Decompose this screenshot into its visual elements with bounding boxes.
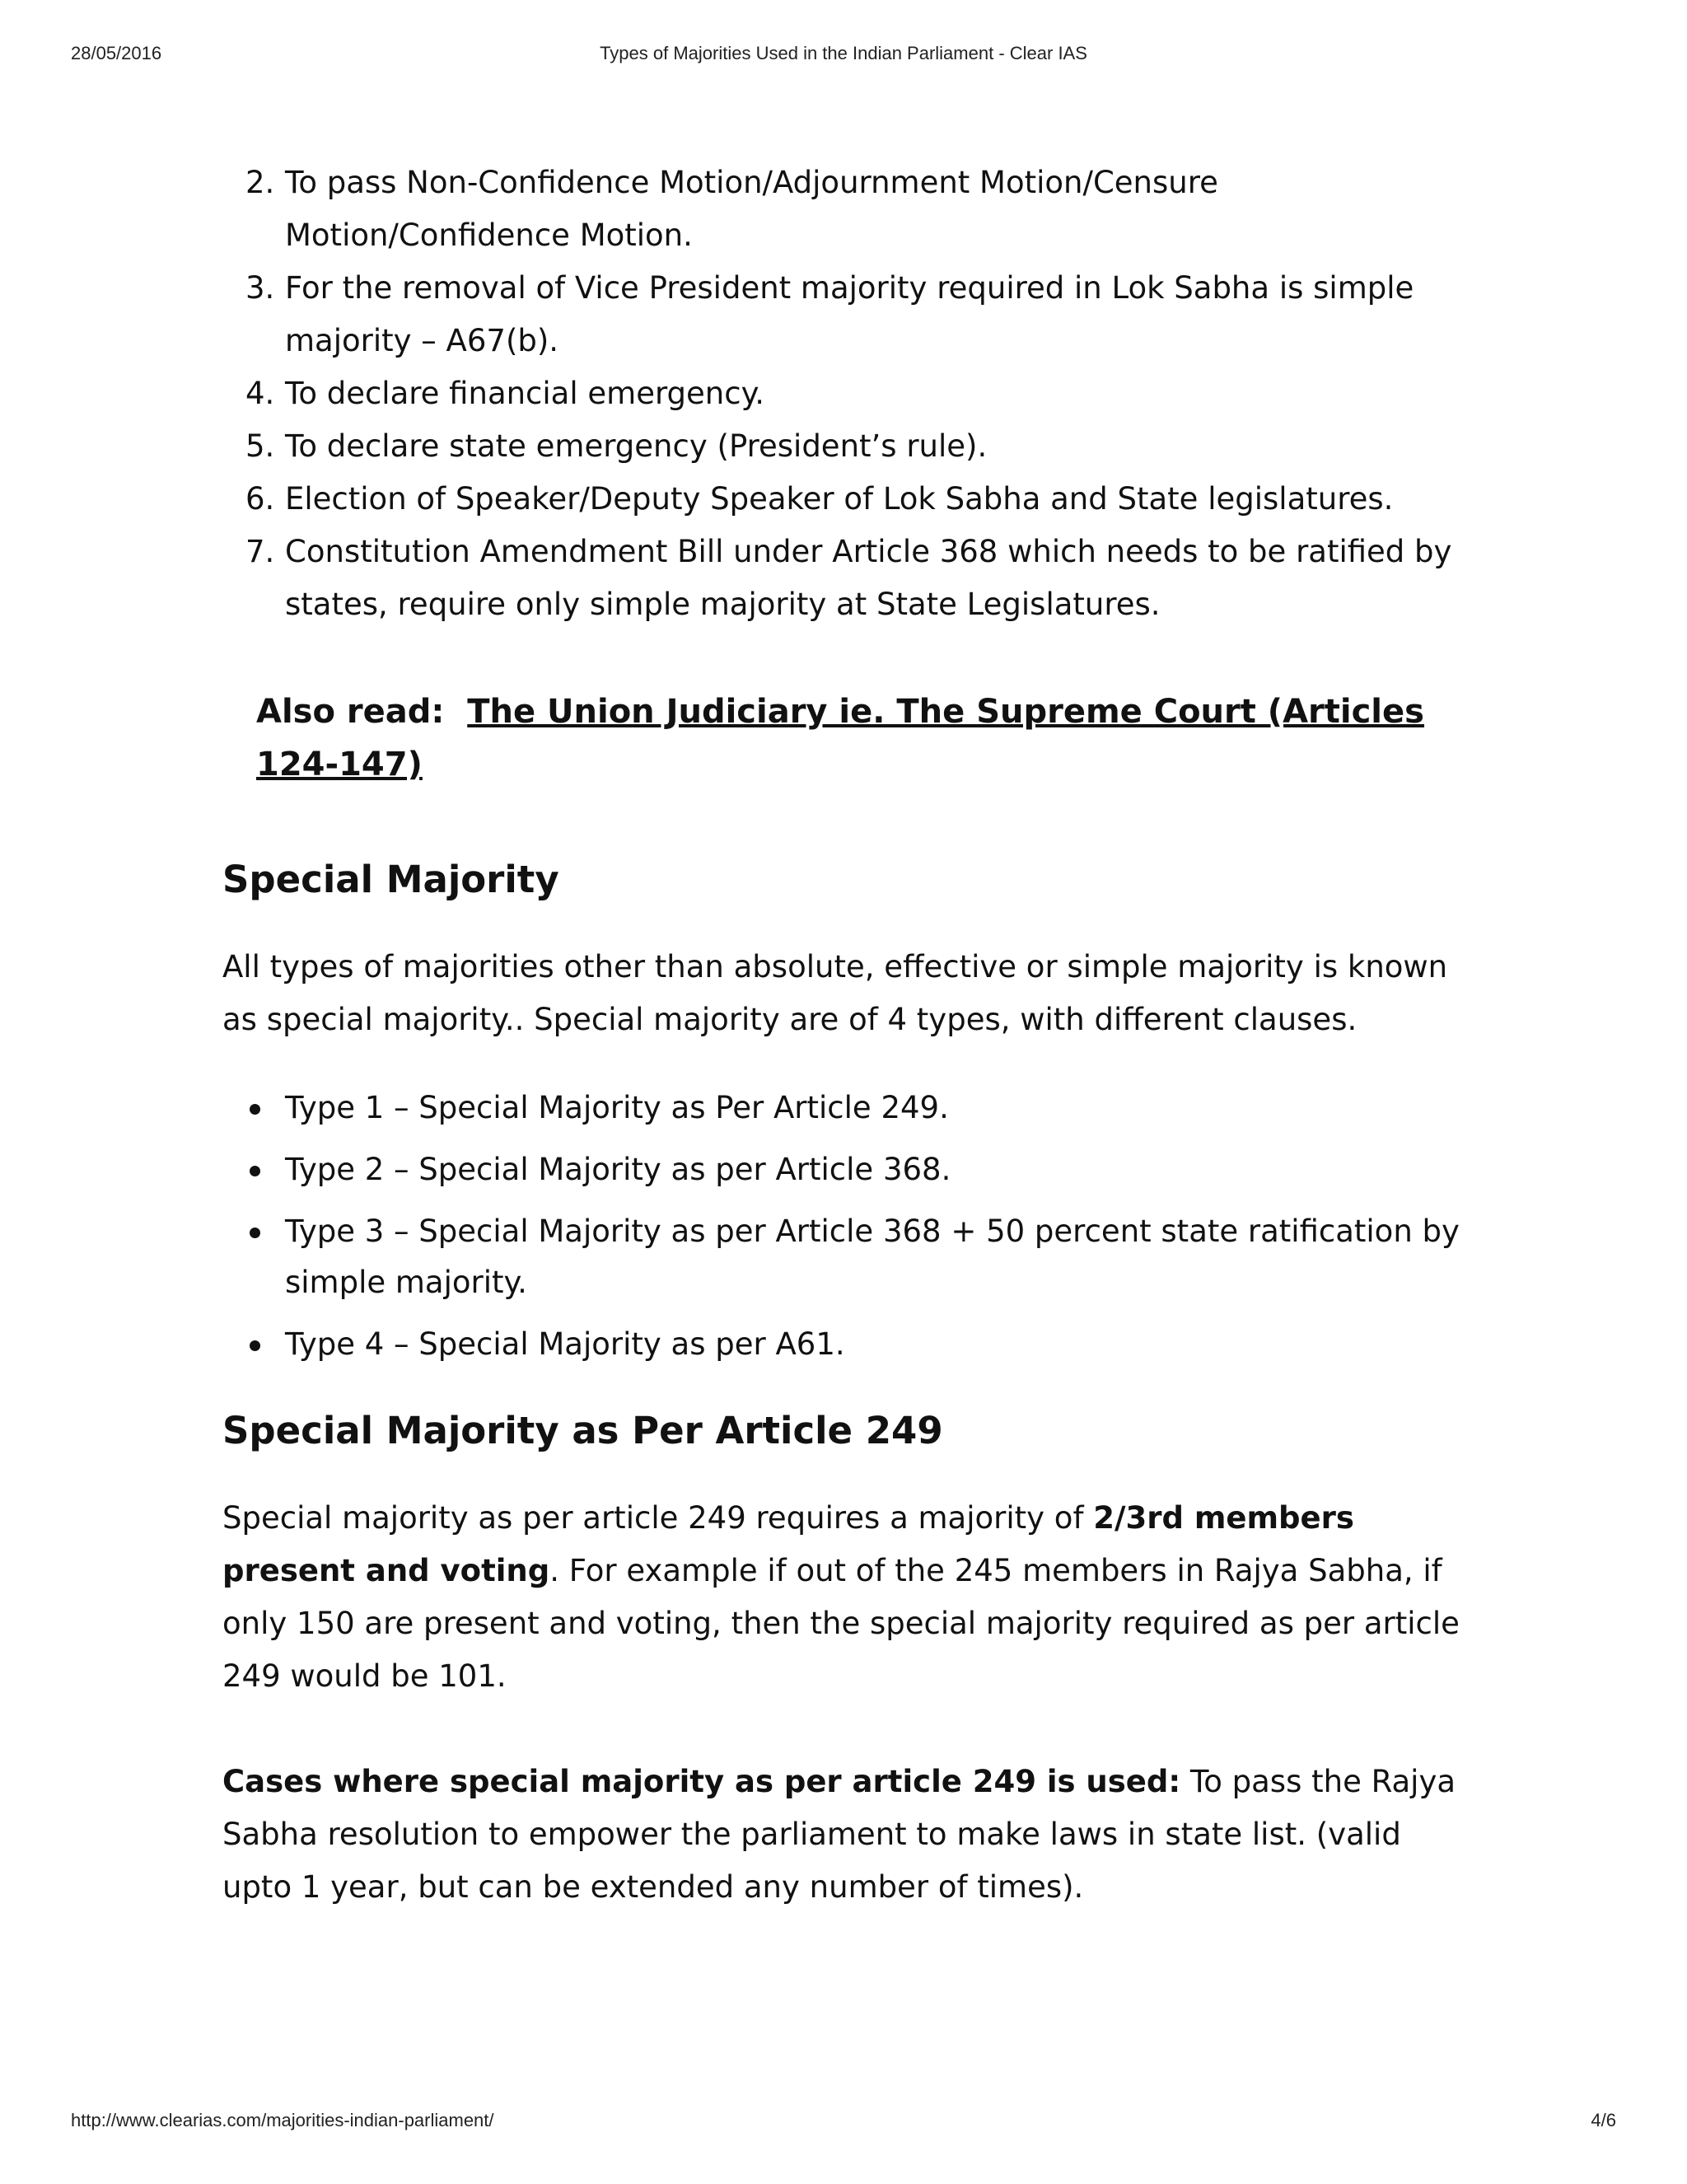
article-249-paragraph — [222, 1492, 1474, 1703]
article-content — [222, 157, 1474, 1914]
list-item-text: Type 1 – Special Majority as Per Article 249. — [285, 1090, 949, 1125]
list-item — [245, 473, 1474, 526]
list-item — [245, 420, 1474, 473]
list-item-text: To declare financial emergency. — [285, 376, 764, 411]
list-number: 5. — [245, 428, 275, 464]
also-read — [222, 685, 1474, 791]
section-heading-special-majority: Special Majority — [222, 858, 559, 901]
bullet-icon — [250, 1228, 260, 1238]
also-read-link[interactable]: The Union Judiciary ie. The Supreme Court (Articles 124-147) — [256, 693, 1424, 783]
page-number: 4/6 — [1591, 2110, 1616, 2130]
list-item-text: Type 4 – Special Majority as per A61. — [285, 1326, 845, 1362]
bullet-icon — [250, 1166, 260, 1176]
list-item — [285, 1206, 1474, 1308]
list-item — [285, 1319, 1474, 1370]
cases-label: Cases where special majority as per article 249 is used: — [222, 1764, 1181, 1799]
list-number: 7. — [245, 534, 275, 569]
list-item-text: Election of Speaker/Deputy Speaker of Lok Sabha and State legislatures. — [285, 481, 1394, 517]
page-title: Types of Majorities Used in the Indian Parliament - Clear IAS — [600, 43, 1087, 63]
special-majority-intro: All types of majorities other than absolute, effective or simple majority is known as special majority.. Special majority are of 4 types, with different clauses. — [222, 949, 1448, 1037]
footer-url: http://www.clearias.com/majorities-indian-parliament/ — [71, 2110, 494, 2130]
bullet-icon — [250, 1104, 260, 1115]
list-number: 4. — [245, 376, 275, 411]
section-heading-article-249: Special Majority as Per Article 249 — [222, 1409, 943, 1452]
list-item — [245, 526, 1474, 631]
article-249-cases — [222, 1756, 1474, 1914]
list-item-text: To pass Non-Confidence Motion/Adjournment Motion/Censure Motion/Confidence Motion. — [285, 165, 1218, 253]
bullet-icon — [250, 1340, 260, 1351]
list-item-text: For the removal of Vice President majority required in Lok Sabha is simple majority – A67(b). — [285, 270, 1414, 358]
cases-text: To pass the Rajya Sabha resolution to empower the parliament to make laws in state list. (valid upto 1 year, but can be extended any number of times). — [222, 1764, 1456, 1905]
paragraph-text: . For example if out of the 245 members in Rajya Sabha, if only 150 are present and voting, then the special majority required as per article 249 would be 101. — [222, 1553, 1460, 1694]
list-item-text: Type 2 – Special Majority as per Article 368. — [285, 1152, 951, 1187]
list-item — [245, 157, 1474, 262]
list-number: 3. — [245, 270, 275, 306]
emphasis-text: 2/3rd members present and voting — [222, 1500, 1354, 1588]
also-read-label: Also read: — [256, 693, 445, 731]
list-number: 6. — [245, 481, 275, 517]
list-item-text: To declare state emergency (President’s rule). — [285, 428, 988, 464]
list-item — [245, 367, 1474, 420]
majority-types-list — [222, 1083, 1474, 1370]
list-item-text: Constitution Amendment Bill under Article 368 which needs to be ratified by states, require only simple majority at State Legislatures. — [285, 534, 1452, 622]
list-number: 2. — [245, 165, 275, 200]
paragraph-text: Special majority as per article 249 requires a majority of — [222, 1500, 1094, 1536]
print-date: 28/05/2016 — [71, 43, 162, 63]
numbered-list — [222, 157, 1474, 631]
list-item — [245, 262, 1474, 367]
list-item-text: Type 3 – Special Majority as per Article 368 + 50 percent state ratification by simple majority. — [285, 1214, 1460, 1300]
list-item — [285, 1144, 1474, 1195]
list-item — [285, 1083, 1474, 1134]
